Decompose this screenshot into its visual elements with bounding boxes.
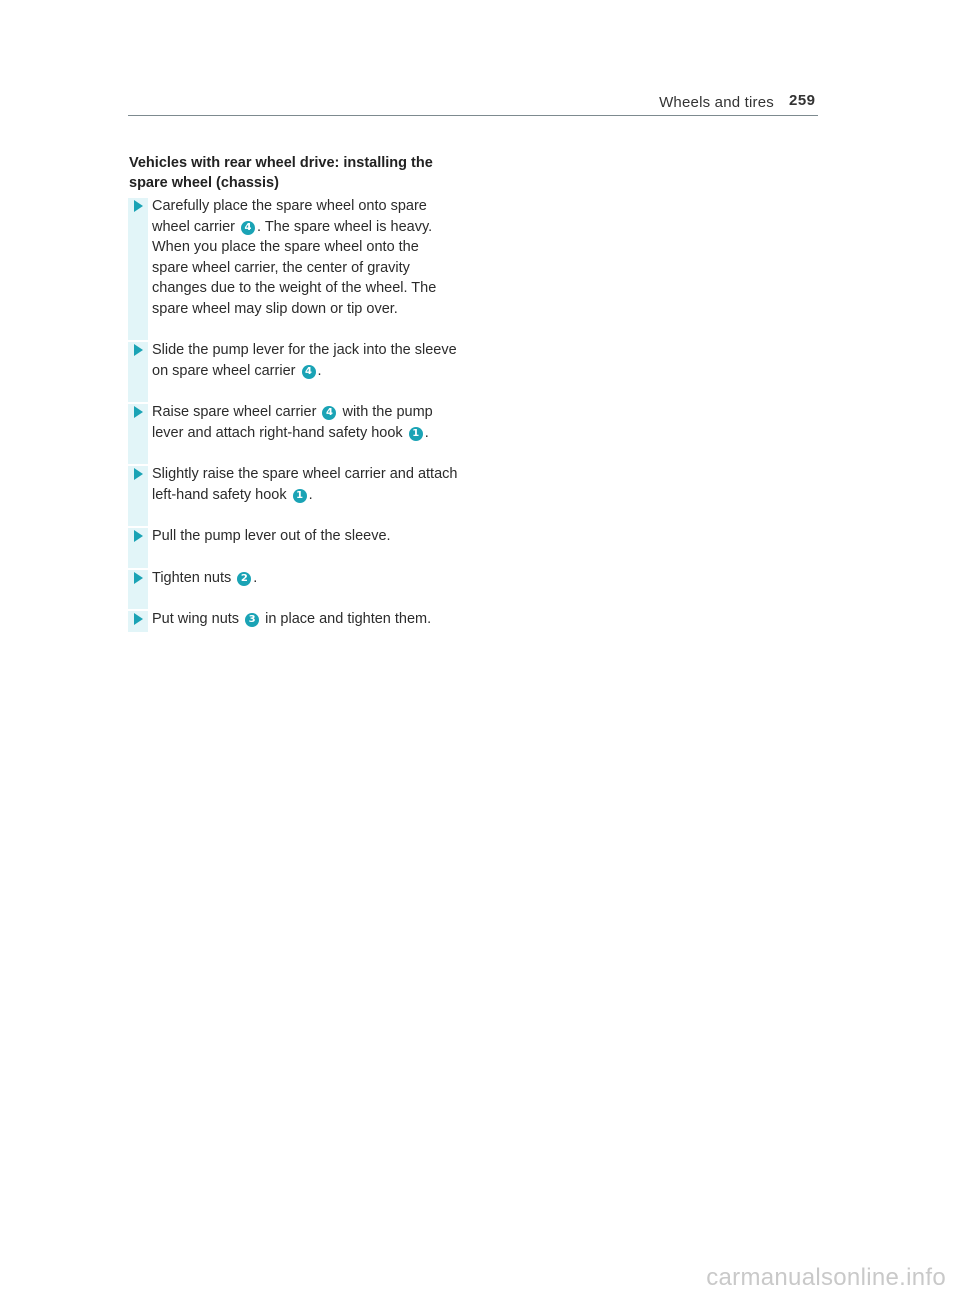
page-number: 259 bbox=[789, 92, 816, 109]
instruction-step bbox=[128, 196, 458, 319]
section-heading: Vehicles with rear wheel drive: installing the spare wheel (chassis) bbox=[129, 155, 433, 191]
step-arrow-icon bbox=[134, 572, 143, 584]
callout-4-badge: 4 bbox=[241, 221, 255, 235]
instruction-step bbox=[128, 609, 458, 630]
step-gap bbox=[128, 319, 458, 340]
step-arrow-icon bbox=[134, 530, 143, 542]
header-title: Wheels and tires bbox=[659, 94, 774, 111]
step-text bbox=[152, 609, 458, 630]
step-text bbox=[152, 402, 458, 443]
instruction-step bbox=[128, 340, 458, 381]
step-text-part: Slightly raise the spare wheel carrier and attach left-hand safety hook bbox=[152, 466, 458, 503]
step-text-part: Raise spare wheel carrier bbox=[152, 404, 321, 420]
step-text bbox=[152, 196, 458, 319]
step-text-part: Carefully place the spare wheel onto spare wheel carrier bbox=[152, 198, 427, 235]
step-gap bbox=[128, 381, 458, 402]
step-arrow-icon bbox=[134, 468, 143, 480]
step-arrow-icon bbox=[134, 406, 143, 418]
instruction-step bbox=[128, 526, 458, 547]
step-arrow-icon bbox=[134, 344, 143, 356]
step-text bbox=[152, 568, 458, 589]
callout-1-badge: 1 bbox=[293, 489, 307, 503]
step-text-part: . bbox=[424, 424, 429, 441]
step-text-part: in place and tighten them. bbox=[261, 611, 432, 627]
step-text-part: Slide the pump lever for the jack into the sleeve on spare wheel carrier bbox=[152, 342, 457, 379]
instruction-step bbox=[128, 464, 458, 505]
step-text-part: Put wing nuts bbox=[152, 611, 244, 627]
callout-1-badge: 1 bbox=[409, 427, 423, 441]
step-text bbox=[152, 526, 458, 547]
callout-2-badge: 2 bbox=[237, 572, 251, 586]
step-text-part: Tighten nuts bbox=[152, 569, 236, 586]
watermark: carmanualsonline.info bbox=[706, 1264, 946, 1291]
instruction-step bbox=[128, 568, 458, 589]
step-text-part: . The spare wheel is heavy. When you place the spare wheel onto the spare wheel carrier, the center of gravity changes due to the weight of the wheel. The spare wheel may slip down or tip over. bbox=[152, 218, 437, 317]
step-text-part: Pull the pump lever out of the sleeve. bbox=[152, 528, 391, 544]
step-gap bbox=[128, 443, 458, 464]
step-text-part: . bbox=[308, 486, 313, 503]
step-text bbox=[152, 464, 458, 505]
callout-4-badge: 4 bbox=[302, 365, 316, 379]
instruction-steps bbox=[128, 196, 458, 630]
step-bar bbox=[128, 198, 148, 327]
step-text-part: . bbox=[253, 569, 258, 586]
step-gap bbox=[128, 588, 458, 609]
step-text-part: with the pump lever and attach right-hand safety hook bbox=[152, 404, 433, 441]
step-text bbox=[152, 340, 458, 381]
page-header bbox=[0, 0, 960, 120]
header-divider bbox=[128, 115, 818, 116]
step-text-part: . bbox=[317, 362, 322, 379]
callout-4-badge: 4 bbox=[322, 406, 336, 420]
callout-3-badge: 3 bbox=[245, 613, 259, 627]
step-arrow-icon bbox=[134, 613, 143, 625]
step-gap bbox=[128, 505, 458, 526]
step-gap bbox=[128, 547, 458, 568]
instruction-step bbox=[128, 402, 458, 443]
step-arrow-icon bbox=[134, 200, 143, 212]
